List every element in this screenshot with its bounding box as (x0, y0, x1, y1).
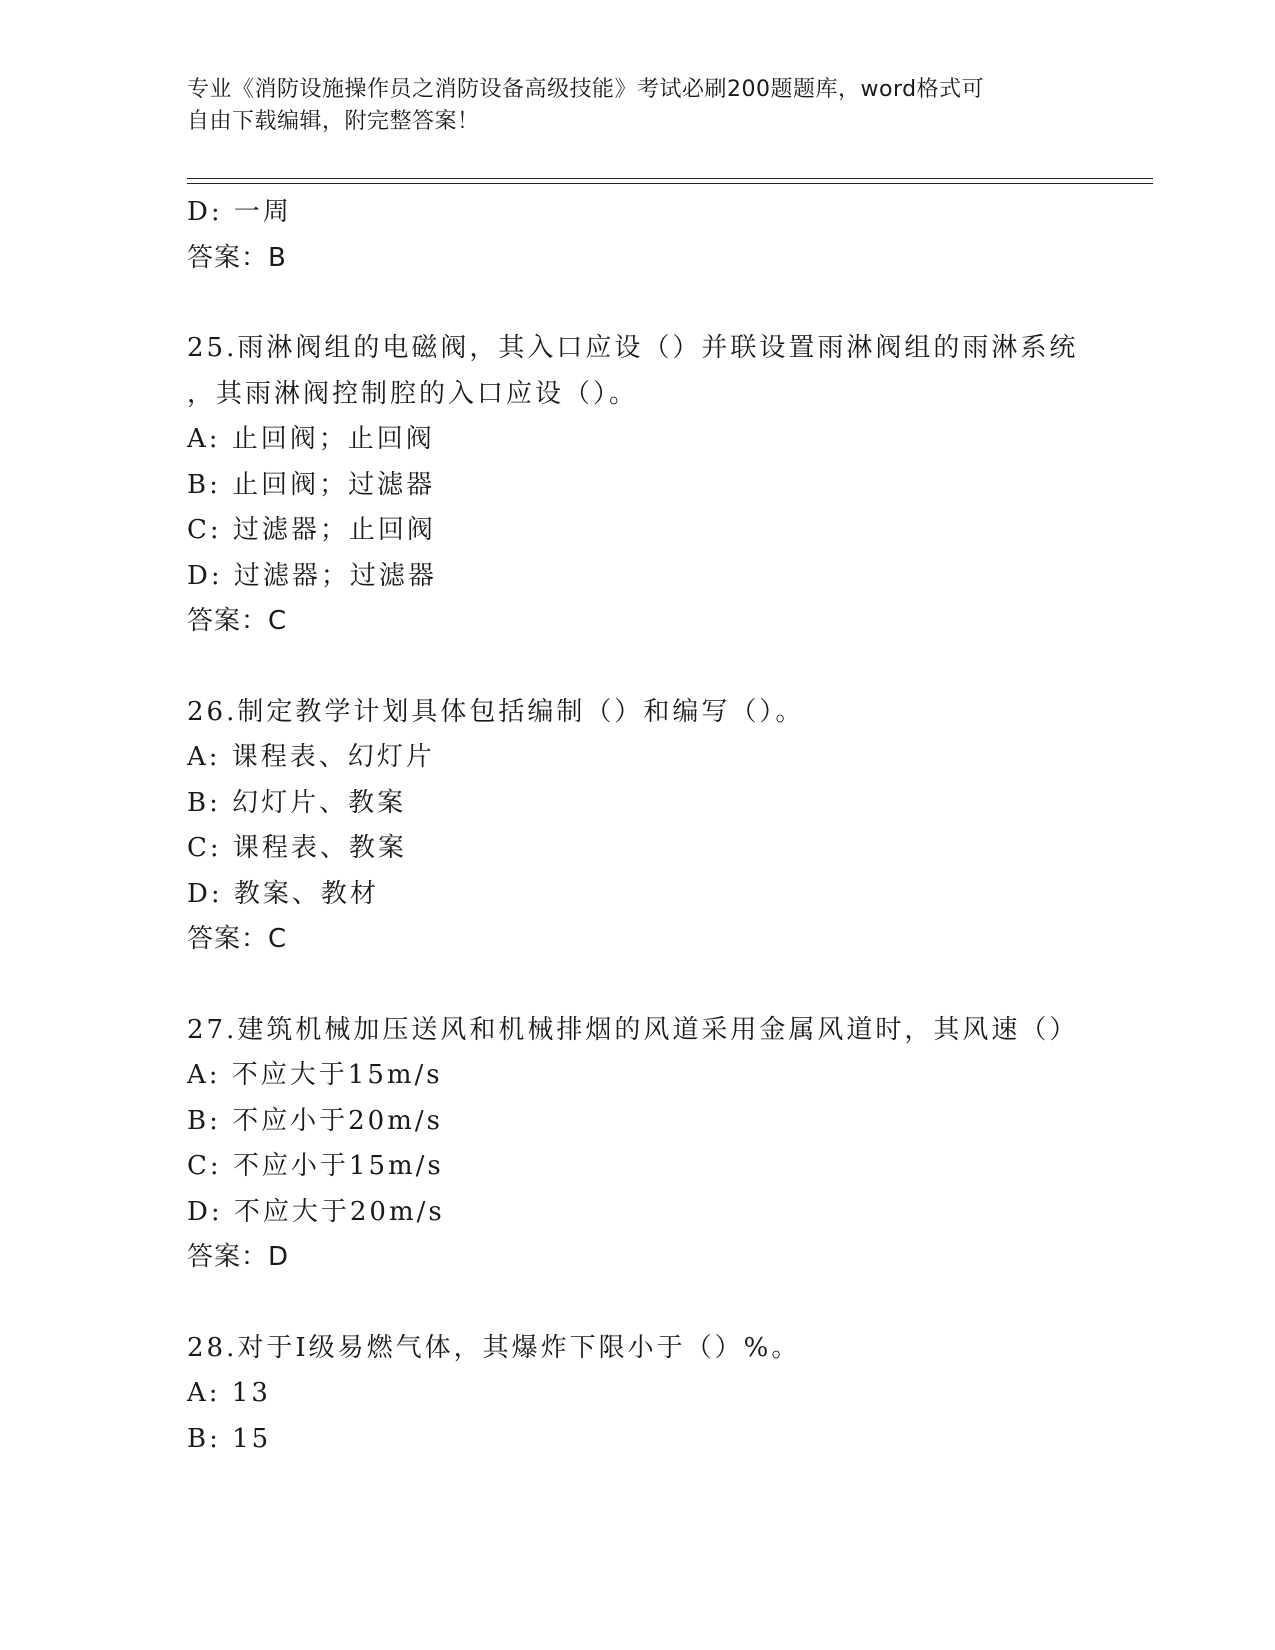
answer-line: 答案：D (187, 1242, 290, 1272)
option-b: B: 15 (187, 1423, 272, 1454)
answer-line: 答案：B (187, 242, 287, 273)
option-d: D: 一周 (187, 197, 292, 227)
question-25 (187, 326, 1107, 645)
option-d: D: 过滤器；过滤器 (187, 560, 437, 591)
question-stem: 28.对于Ⅰ级易燃气体，其爆炸下限小于（）%。 (187, 1332, 801, 1363)
header-divider-top (187, 178, 1153, 179)
question-28 (187, 1326, 1107, 1463)
question-26 (187, 690, 1107, 963)
option-b: B: 幻灯片、教案 (187, 787, 407, 818)
question-stem: 27.建筑机械加压送风和机械排烟的风道采用金属风道时，其风速（） (187, 1014, 1079, 1045)
spacer (187, 1281, 1107, 1326)
spacer (187, 645, 1107, 690)
option-a: A: 13 (187, 1378, 271, 1408)
option-c: C: 不应小于15m/s (187, 1151, 444, 1181)
header-title-line-2: 自由下载编辑，附完整答案！ (187, 109, 480, 134)
option-b: B: 止回阀；过滤器 (187, 469, 436, 500)
header-divider-bottom (187, 183, 1153, 184)
option-d: D: 教案、教材 (187, 878, 379, 909)
option-c: C: 课程表、教案 (187, 833, 407, 863)
option-a: A: 止回阀；止回阀 (187, 424, 435, 454)
answer-line: 答案：C (187, 606, 288, 636)
option-b: B: 不应小于20m/s (187, 1105, 443, 1136)
question-list (187, 190, 1107, 1462)
option-a: A: 不应大于15m/s (187, 1060, 443, 1090)
question-stem: 26.制定教学计划具体包括编制（）和编写（）。 (187, 696, 805, 727)
option-c: C: 过滤器；止回阀 (187, 515, 436, 545)
document-header (187, 74, 1087, 138)
answer-line: 答案：C (187, 924, 288, 954)
spacer (187, 963, 1107, 1008)
spacer (187, 281, 1107, 326)
question-27 (187, 1008, 1107, 1281)
option-a: A: 课程表、幻灯片 (187, 742, 435, 772)
question-stem: 25.雨淋阀组的电磁阀，其入口应设（）并联设置雨淋阀组的雨淋系统 (187, 333, 1079, 363)
question-stem-continued: ，其雨淋阀控制腔的入口应设（）。 (187, 378, 639, 409)
header-title-line-1: 专业《消防设施操作员之消防设备高级技能》考试必刷200题题库，word格式可 (187, 77, 985, 102)
question-24-tail (187, 190, 1107, 281)
option-d: D: 不应大于20m/s (187, 1196, 445, 1227)
